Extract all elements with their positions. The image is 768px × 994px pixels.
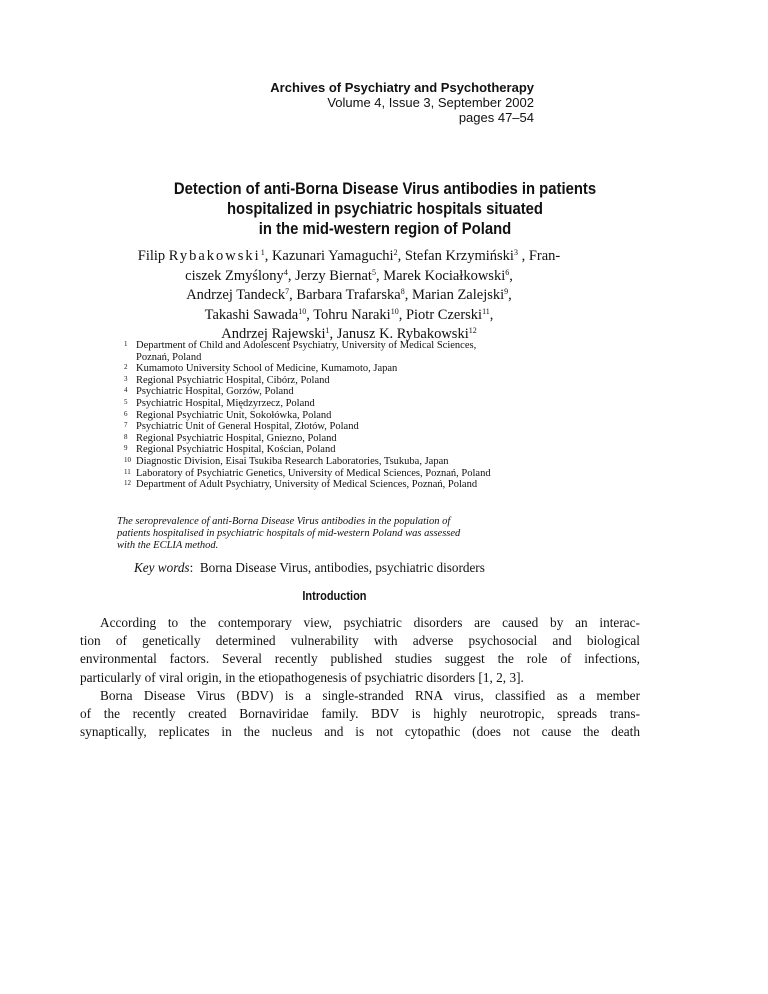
affiliation-item: 7 Psychiatric Unit of General Hospital, Złotów, Poland <box>124 421 359 433</box>
affiliation-item: 6 Regional Psychiatric Unit, Sokołówka, Poland <box>124 409 332 421</box>
author-line: ciszek Zmyślony$^4$, Jerzy Biernat$^5$, Marek Kociałkowski$^6$, <box>185 267 513 284</box>
body-line: Borna Disease Virus (BDV) is a single-stranded RNA virus, classified as a member <box>100 687 640 703</box>
author-name-part: ciszek Zmyślony <box>185 267 284 284</box>
author-name: Andrzej Tandeck <box>186 287 286 303</box>
title-line: hospitalized in psychiatric hospitals situated <box>226 200 544 218</box>
author-name-part: Fran- <box>528 248 561 264</box>
author-line: Andrzej Rajewski$^1$, Janusz K. Rybakowski$^{12}$ <box>221 326 477 342</box>
author-list <box>84 247 614 345</box>
title-line: Detection of anti-Borna Disease Virus antibodies in patients <box>173 180 597 198</box>
abstract-line: with the ECLIA method. <box>117 540 219 551</box>
author-name: Marian Zalejski <box>411 287 505 303</box>
author-name: Tohru Naraki <box>313 306 391 323</box>
author-name: Marek Kociałkowski <box>383 267 506 284</box>
body-line: tion of genetically determined vulnerability with adverse psychosocial and biological <box>80 633 640 649</box>
body-line: of the recently created Bornaviridae family. BDV is highly neurotropic, spreads trans- <box>80 706 640 722</box>
journal-header <box>270 80 534 125</box>
body-text <box>80 614 640 741</box>
author-name: Takashi Sawada <box>204 306 299 323</box>
journal-pages: pages 47–54 <box>458 110 534 125</box>
abstract-line: The seroprevalence of anti-Borna Disease Virus antibodies in the population of <box>117 516 451 527</box>
affiliation-item: 1 Department of Child and Adolescent Psychiatry, University of Medical Sciences, <box>124 340 477 351</box>
affiliation-item: 9 Regional Psychiatric Hospital, Kościan, Poland <box>124 444 336 456</box>
journal-volume: Volume 4, Issue 3, September 2002 <box>327 95 534 110</box>
author-name: Barbara Trafarska <box>296 287 401 303</box>
author-name: Andrzej Rajewski <box>221 326 326 342</box>
author-line: Andrzej Tandeck$^7$, Barbara Trafarska$^8$, Marian Zalejski$^9$, <box>186 287 512 303</box>
affiliation-item: 12 Department of Adult Psychiatry, University of Medical Sciences, Poznań, Poland <box>124 479 478 491</box>
affiliation-item: 5 Psychiatric Hospital, Międzyrzecz, Poland <box>124 397 315 409</box>
keywords: Key words: Borna Disease Virus, antibodies, psychiatric disorders <box>134 560 485 575</box>
body-line: synaptically, replicates in the nucleus and is not cytopathic (does not cause the death <box>80 724 640 740</box>
author-name: Filip Rybakowski <box>137 248 261 264</box>
author-line: Filip Rybakowski$^1$, Kazunari Yamaguchi$^2$, Stefan Krzymiński$^3$ , Fran- <box>137 248 561 264</box>
author-name: Jerzy Biernat <box>295 267 372 284</box>
title-line: in the mid-western region of Poland <box>258 220 512 238</box>
abstract-line: patients hospitalised in psychiatric hospitals of mid-western Poland was assessed <box>117 528 461 539</box>
author-line: Takashi Sawada$^{10}$, Tohru Naraki$^{10}$, Piotr Czerski$^{11}$, <box>204 306 494 323</box>
affiliation-item-continued: Poznań, Poland <box>136 351 202 363</box>
body-line: environmental factors. Several recently published studies suggest the role of infections, <box>80 651 640 667</box>
author-name: Janusz K. Rybakowski <box>336 326 469 342</box>
affiliation-item: 8 Regional Psychiatric Hospital, Gniezno, Poland <box>124 432 337 444</box>
journal-name: Archives of Psychiatry and Psychotherapy <box>270 80 534 95</box>
affiliation-item: 4 Psychiatric Hospital, Gorzów, Poland <box>124 386 294 398</box>
body-line: According to the contemporary view, psychiatric disorders are caused by an interac- <box>100 615 640 630</box>
section-heading: Introduction <box>301 589 367 603</box>
body-line: particularly of viral origin, in the etiopathogenesis of psychiatric disorders [1, 2, 3]. <box>80 669 524 685</box>
abstract <box>117 516 527 552</box>
article-title <box>111 179 660 239</box>
affiliation-item: 2 Kumamoto University School of Medicine, Kumamoto, Japan <box>124 363 398 375</box>
author-name: Piotr Czerski <box>405 306 483 323</box>
affiliation-item: 3 Regional Psychiatric Hospital, Cibórz, Poland <box>124 374 330 386</box>
affiliation-item: 10 Diagnostic Division, Eisai Tsukiba Research Laboratories, Tsukuba, Japan <box>124 455 449 467</box>
affiliation-list <box>126 340 546 491</box>
keywords-text: Borna Disease Virus, antibodies, psychiatric disorders <box>199 560 485 575</box>
affiliation-item: 11 Laboratory of Psychiatric Genetics, University of Medical Sciences, Poznań, Poland <box>124 467 491 479</box>
author-name: Kazunari Yamaguchi <box>271 248 394 264</box>
keywords-label: Key words <box>134 560 190 575</box>
author-name: Stefan Krzymiński <box>404 248 514 264</box>
